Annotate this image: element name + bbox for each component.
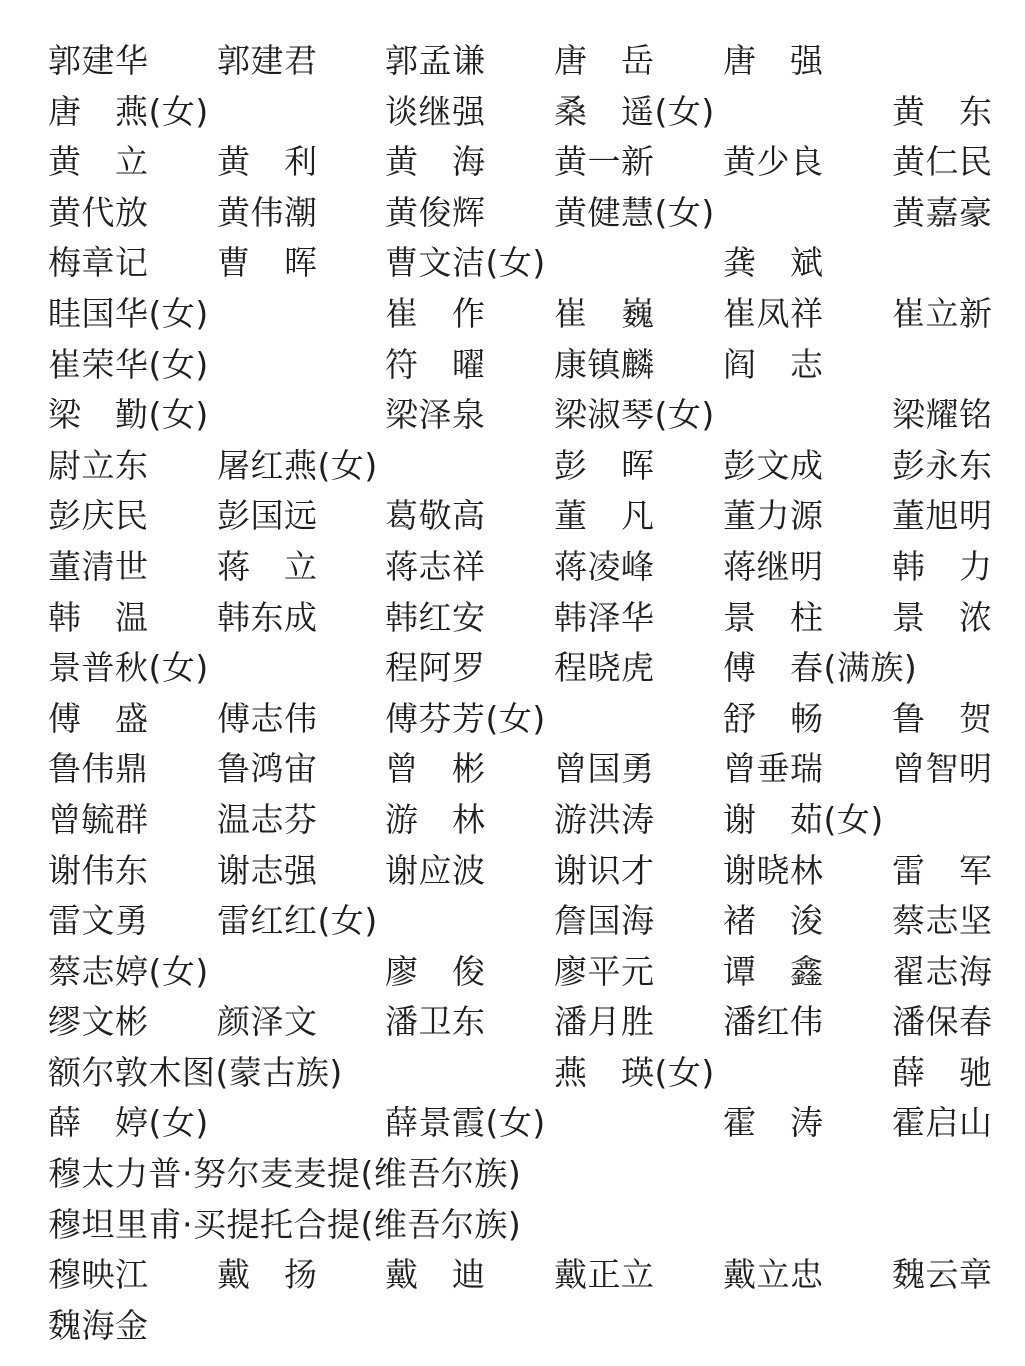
name-entry: 董旭明 (892, 496, 993, 536)
name-row (0, 643, 1025, 694)
name-entry: 潘月胜 (554, 1002, 655, 1042)
name-entry: 郭建华 (48, 41, 149, 80)
name-entry: 黄仁民 (892, 142, 993, 182)
name-entry: 谈继强 (385, 91, 486, 131)
name-entry: 缪文彬 (48, 1002, 149, 1042)
name-entry: 谢晓林 (723, 850, 824, 890)
name-entry: 程晓虎 (554, 648, 655, 688)
name-row (0, 1098, 1025, 1149)
name-entry: 褚 浚 (723, 901, 824, 941)
name-entry: 康镇麟 (554, 344, 655, 384)
name-entry: 黄代放 (48, 192, 149, 232)
name-entry: 彭文成 (723, 445, 824, 485)
name-entry: 谭 鑫 (723, 951, 824, 991)
name-entry: 尉立东 (48, 445, 149, 485)
name-entry: 桑 遥(女) (554, 91, 715, 131)
name-entry: 崔 巍 (554, 293, 655, 333)
name-entry: 龚 斌 (723, 243, 824, 283)
name-entry: 郭孟谦 (385, 41, 486, 80)
name-row (0, 1301, 1025, 1352)
name-entry: 彭国远 (217, 496, 318, 536)
name-row (0, 390, 1025, 441)
name-entry: 温志芬 (217, 799, 318, 839)
name-entry: 鲁 贺 (892, 698, 993, 738)
name-entry: 燕 瑛(女) (554, 1052, 715, 1092)
name-entry: 翟志海 (892, 951, 993, 991)
name-entry: 舒 畅 (723, 698, 824, 738)
name-entry: 薛 婷(女) (48, 1103, 209, 1143)
name-row (0, 1250, 1025, 1301)
name-row (0, 1200, 1025, 1251)
name-row (0, 896, 1025, 947)
name-entry: 梁 勤(女) (48, 395, 209, 435)
name-entry: 戴 迪 (385, 1255, 486, 1295)
name-entry: 唐 强 (723, 41, 824, 80)
name-entry: 蒋继明 (723, 546, 824, 586)
name-entry: 黄健慧(女) (554, 192, 715, 232)
name-row (0, 947, 1025, 998)
name-entry: 魏海金 (48, 1305, 149, 1345)
name-entry: 廖 俊 (385, 951, 486, 991)
name-entry: 谢识才 (554, 850, 655, 890)
name-entry: 韩东成 (217, 597, 318, 637)
name-entry: 薛景霞(女) (385, 1103, 546, 1143)
name-entry: 傅芬芳(女) (385, 698, 546, 738)
name-entry: 谢志强 (217, 850, 318, 890)
name-entry: 戴 扬 (217, 1255, 318, 1295)
name-entry: 黄少良 (723, 142, 824, 182)
name-row (0, 340, 1025, 391)
name-entry: 雷文勇 (48, 901, 149, 941)
name-entry: 曾毓群 (48, 799, 149, 839)
name-entry: 黄伟潮 (217, 192, 318, 232)
name-row (0, 36, 1025, 87)
name-entry: 韩泽华 (554, 597, 655, 637)
name-entry: 黄 立 (48, 142, 149, 182)
name-entry: 蒋志祥 (385, 546, 486, 586)
name-entry: 傅志伟 (217, 698, 318, 738)
name-entry: 游 林 (385, 799, 486, 839)
name-entry: 彭永东 (892, 445, 993, 485)
name-entry: 詹国海 (554, 901, 655, 941)
name-list (0, 36, 1025, 1351)
name-entry: 蒋 立 (217, 546, 318, 586)
name-row (0, 491, 1025, 542)
name-entry: 曹文洁(女) (385, 243, 546, 283)
name-row (0, 542, 1025, 593)
name-entry: 景 柱 (723, 597, 824, 637)
name-entry: 彭庆民 (48, 496, 149, 536)
name-entry: 董清世 (48, 546, 149, 586)
name-entry: 韩红安 (385, 597, 486, 637)
name-entry: 阎 志 (723, 344, 824, 384)
name-entry: 潘保春 (892, 1002, 993, 1042)
name-entry: 傅 春(满族) (723, 648, 918, 688)
name-entry: 崔凤祥 (723, 293, 824, 333)
name-entry: 黄 东 (892, 91, 993, 131)
name-entry: 穆太力普·努尔麦麦提(维吾尔族) (48, 1154, 522, 1194)
name-entry: 谢伟东 (48, 850, 149, 890)
name-row (0, 1149, 1025, 1200)
name-entry: 潘红伟 (723, 1002, 824, 1042)
name-row (0, 846, 1025, 897)
name-entry: 曾 彬 (385, 749, 486, 789)
name-entry: 潘卫东 (385, 1002, 486, 1042)
name-row (0, 289, 1025, 340)
name-entry: 景普秋(女) (48, 648, 209, 688)
name-entry: 雷红红(女) (217, 901, 378, 941)
name-entry: 梅章记 (48, 243, 149, 283)
name-entry: 董力源 (723, 496, 824, 536)
name-entry: 黄一新 (554, 142, 655, 182)
name-row (0, 238, 1025, 289)
name-row (0, 441, 1025, 492)
name-entry: 穆映江 (48, 1255, 149, 1295)
name-entry: 韩 力 (892, 546, 993, 586)
name-entry: 穆坦里甫·买提托合提(维吾尔族) (48, 1204, 522, 1244)
name-row (0, 1048, 1025, 1099)
name-entry: 曹 晖 (217, 243, 318, 283)
name-entry: 董 凡 (554, 496, 655, 536)
name-entry: 游洪涛 (554, 799, 655, 839)
name-entry: 戴立忠 (723, 1255, 824, 1295)
name-entry: 戴正立 (554, 1255, 655, 1295)
name-entry: 黄俊辉 (385, 192, 486, 232)
name-entry: 曾国勇 (554, 749, 655, 789)
name-entry: 霍启山 (892, 1103, 993, 1143)
name-entry: 傅 盛 (48, 698, 149, 738)
name-entry: 曾垂瑞 (723, 749, 824, 789)
name-entry: 符 曜 (385, 344, 486, 384)
name-entry: 蔡志婷(女) (48, 951, 209, 991)
name-entry: 霍 涛 (723, 1103, 824, 1143)
name-entry: 黄 海 (385, 142, 486, 182)
name-entry: 谢 茹(女) (723, 799, 884, 839)
name-entry: 唐 燕(女) (48, 91, 209, 131)
name-entry: 葛敬高 (385, 496, 486, 536)
name-entry: 梁淑琴(女) (554, 395, 715, 435)
name-row (0, 795, 1025, 846)
name-row (0, 997, 1025, 1048)
name-entry: 颜泽文 (217, 1002, 318, 1042)
name-entry: 鲁鸿宙 (217, 749, 318, 789)
name-row (0, 87, 1025, 138)
name-entry: 程阿罗 (385, 648, 486, 688)
name-entry: 谢应波 (385, 850, 486, 890)
name-entry: 魏云章 (892, 1255, 993, 1295)
name-entry: 彭 晖 (554, 445, 655, 485)
name-entry: 韩 温 (48, 597, 149, 637)
name-entry: 蔡志坚 (892, 901, 993, 941)
name-entry: 崔立新 (892, 293, 993, 333)
name-row (0, 744, 1025, 795)
name-entry: 鲁伟鼎 (48, 749, 149, 789)
name-entry: 眭国华(女) (48, 293, 209, 333)
name-entry: 额尔敦木图(蒙古族) (48, 1052, 343, 1092)
name-row (0, 188, 1025, 239)
name-row (0, 694, 1025, 745)
name-entry: 梁泽泉 (385, 395, 486, 435)
name-entry: 曾智明 (892, 749, 993, 789)
name-entry: 梁耀铭 (892, 395, 993, 435)
name-row (0, 593, 1025, 644)
name-entry: 崔 作 (385, 293, 486, 333)
name-entry: 蒋凌峰 (554, 546, 655, 586)
name-entry: 郭建君 (217, 41, 318, 80)
name-entry: 屠红燕(女) (217, 445, 378, 485)
name-entry: 崔荣华(女) (48, 344, 209, 384)
name-entry: 廖平元 (554, 951, 655, 991)
name-entry: 薛 驰 (892, 1052, 993, 1092)
name-entry: 雷 军 (892, 850, 993, 890)
name-entry: 景 浓 (892, 597, 993, 637)
name-row (0, 137, 1025, 188)
name-entry: 黄嘉豪 (892, 192, 993, 232)
name-entry: 唐 岳 (554, 41, 655, 80)
name-entry: 黄 利 (217, 142, 318, 182)
